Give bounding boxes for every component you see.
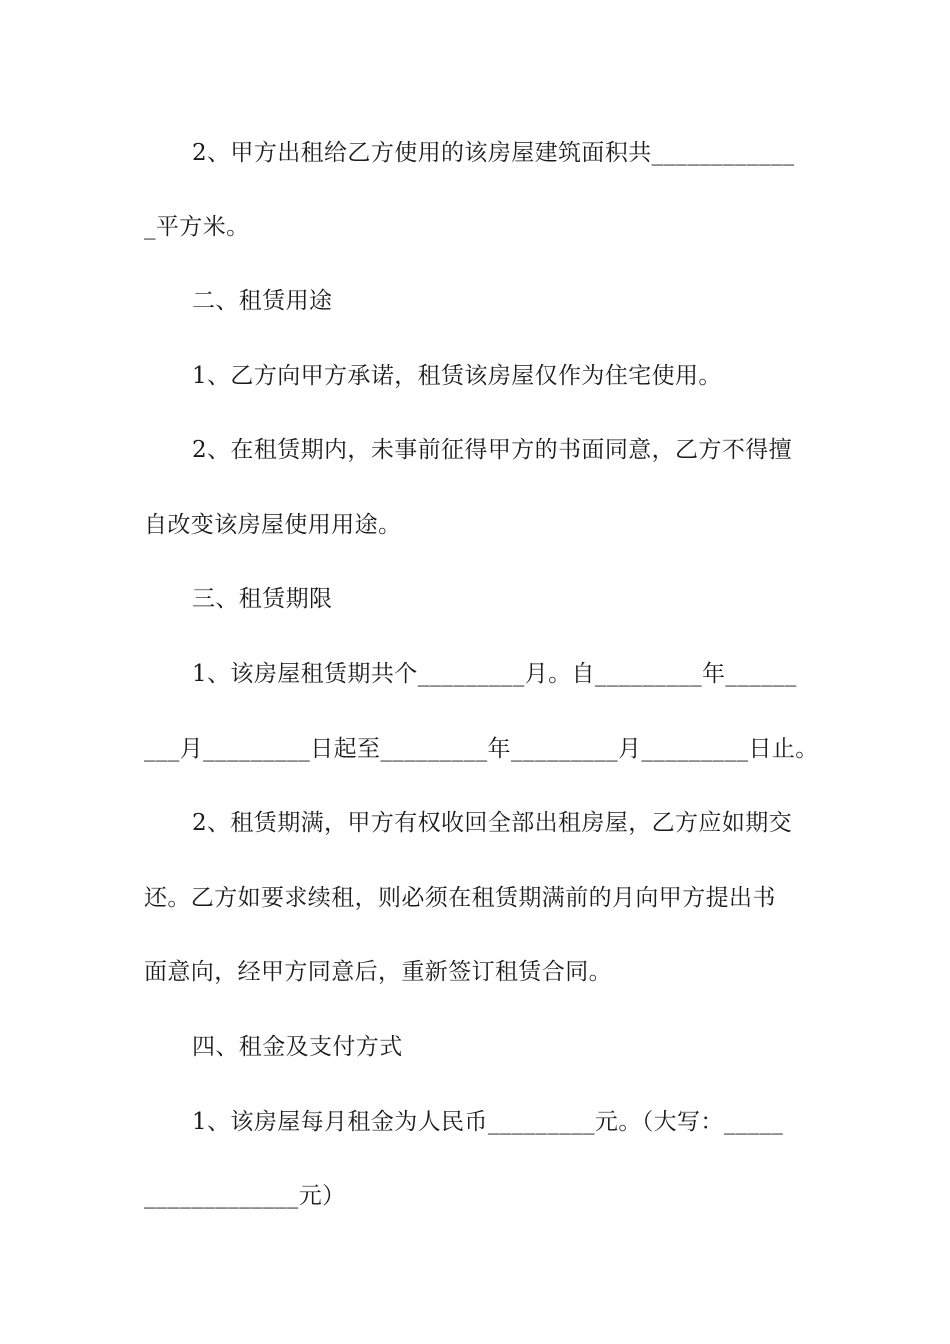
clause-1-2-line-1: 2、甲方出租给乙方使用的该房屋建筑面积共____________ [192,140,795,166]
section-heading-purpose: 二、租赁用途 [192,288,333,314]
clause-4-1-line-2: _____________元） [144,1183,346,1209]
clause-3-1-line-1: 1、该房屋租赁期共个_________月。自_________年______ [192,661,797,687]
clause-3-2-line-2: 还。乙方如要求续租，则必须在租赁期满前的月向甲方提出书 [144,885,776,911]
section-heading-rent: 四、租金及支付方式 [192,1034,403,1060]
clause-2-2-line-1: 2、在租赁期内，未事前征得甲方的书面同意，乙方不得擅 [192,437,793,463]
clause-4-1-line-1: 1、该房屋每月租金为人民币_________元。（大写：_____ [192,1109,784,1135]
clause-3-1-line-2: ___月_________日起至_________年_________月_________日止。 [144,736,819,762]
clause-2-1: 1、乙方向甲方承诺，租赁该房屋仅作为住宅使用。 [192,363,722,389]
clause-3-2-line-1: 2、租赁期满，甲方有权收回全部出租房屋，乙方应如期交 [192,810,793,836]
clause-3-2-line-3: 面意向，经甲方同意后，重新签订租赁合同。 [144,959,612,985]
clause-2-2-line-2: 自改变该房屋使用用途。 [144,512,402,538]
clause-1-2-line-2: _平方米。 [144,214,250,240]
section-heading-term: 三、租赁期限 [192,586,333,612]
